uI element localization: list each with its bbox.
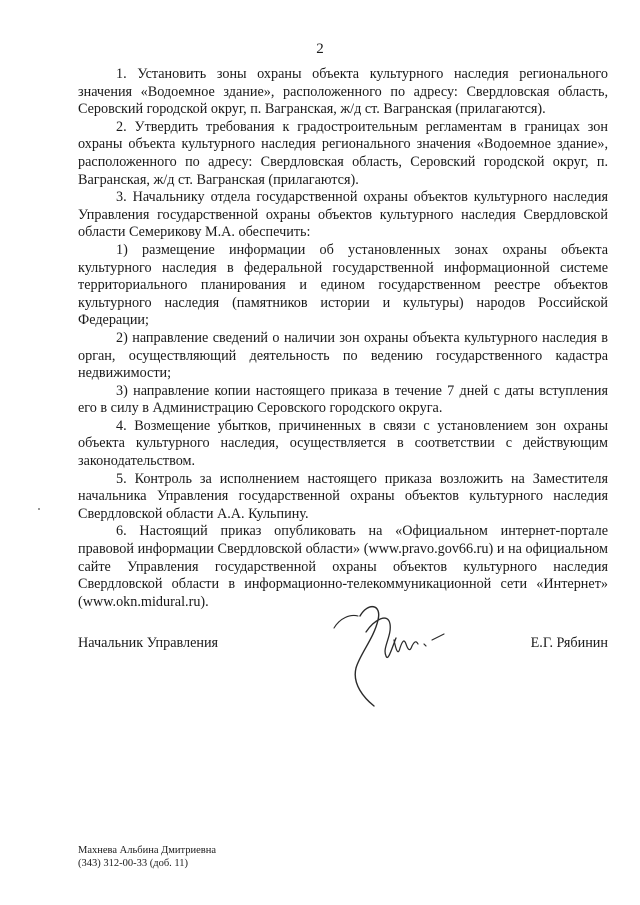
signer-position: Начальник Управления xyxy=(78,635,219,651)
paragraph-2: 2. Утвердить требования к градостроительным регламентам в границах зон охраны объекта культурного наследия регионального значения «Водоемное здание», расположенного по адресу: Свердловская область, Серовский городской округ, п. Вагранская, ж/д ст. Вагранская (прилагаются). xyxy=(78,118,608,188)
paragraph-6: 6. Настоящий приказ опубликовать на «Официальном интернет-портале правовой информации Свердловской области» (www.pravo.gov66.ru) и на официальном сайте Управления государственной охраны объектов культурного наследия Свердловской области в информационно-телекоммуникационной сети «Интернет» (www.okn.midural.ru). xyxy=(78,523,608,610)
subitem-1: 1) размещение информации об установленных зонах охраны объекта культурного наследия в федеральной государственной информационной системе территориального планирования и едином государственном реестре объектов культурного наследия (памятников истории и культуры) народов Российской Федерации; xyxy=(78,241,608,329)
subitem-3: 3) направление копии настоящего приказа в течение 7 дней с даты вступления его в силу в Администрацию Серовского городского округа. xyxy=(78,382,608,417)
paragraph-3: 3. Начальнику отдела государственной охраны объектов культурного наследия Управления государственной охраны объектов культурного наследия Свердловской области Семерикову М.А. обеспечить: xyxy=(78,189,608,241)
executor-name: Махнева Альбина Дмитриевна xyxy=(78,845,217,856)
scan-dot xyxy=(38,508,40,510)
paragraph-4: 4. Возмещение убытков, причиненных в связи с установлением зон охраны объекта культурного наследия, осуществляется в соответствии с действующим законодательством. xyxy=(78,417,608,470)
executor-phone: (343) 312-00-33 (доб. 11) xyxy=(78,857,189,869)
subitem-2: 2) направление сведений о наличии зон охраны объекта культурного наследия в орган, осуществляющий деятельность по ведению государственного кадастра недвижимости; xyxy=(78,329,608,382)
handwritten-signature xyxy=(330,598,450,710)
paragraph-1: 1. Установить зоны охраны объекта культурного наследия регионального значения «Водоемное здание», расположенного по адресу: Свердловская область, Серовский городской округ, п. Вагранская, ж/д ст. Вагранская (прилагаются). xyxy=(78,66,608,118)
executor-footer xyxy=(78,845,216,870)
document-body xyxy=(78,66,608,611)
page-number: 2 xyxy=(316,41,324,57)
paragraph-5: 5. Контроль за исполнением настоящего приказа возложить на Заместителя начальника Управления государственной охраны объектов культурного наследия Свердловской области А.А. Кульпину. xyxy=(78,470,608,522)
signer-name: Е.Г. Рябинин xyxy=(530,635,608,651)
